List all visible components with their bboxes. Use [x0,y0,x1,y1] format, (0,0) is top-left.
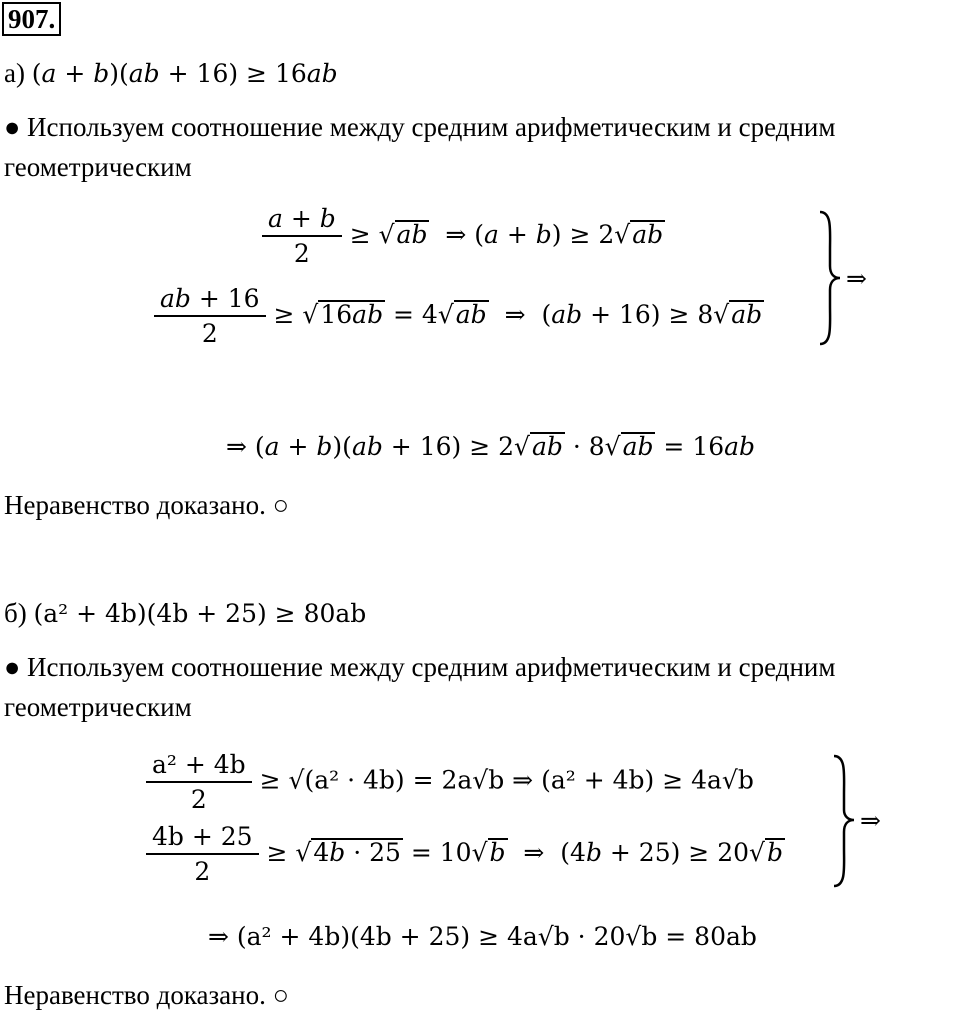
part-b-statement [4,598,366,629]
part-a-implies: ⇒ [846,264,867,293]
part-a-method-cont: геометрическим [4,152,192,182]
fraction-denominator: 2 [190,785,207,814]
fraction-numerator: ab + 16 [154,284,266,317]
part-b-line-2 [146,822,785,886]
part-b-line-2-rest: ≥ √4b · 25 = 10√b ⇒ (4b + 25) ≥ 20√b [266,837,783,867]
fraction-denominator: 2 [293,239,310,268]
part-b-line-1-rest: ≥ √(a² · 4b) = 2a√b ⇒ (a² + 4b) ≥ 4a√b [259,765,754,795]
part-b-method-cont: геометрическим [4,692,192,722]
part-a-line-2-fraction [154,284,266,348]
part-a-statement [4,58,338,89]
part-a-conclusion: Неравенство доказано. ○ [4,490,289,520]
fraction-numerator: a + b [262,204,342,237]
part-b-line-1-fraction [146,750,252,814]
part-a-line-1-fraction [262,204,342,268]
part-a-line-1 [262,204,665,268]
part-b-inequality: (a² + 4b)(4b + 25) ≥ 80ab [33,599,367,628]
fraction-numerator: a² + 4b [146,750,252,783]
fraction-numerator: 4b + 25 [146,822,259,855]
part-a-result: ⇒ (a + b)(ab + 16) ≥ 2√ab · 8√ab = 16ab [226,432,756,461]
part-a-line-1-rest: ≥ √ab ⇒ (a + b) ≥ 2√ab [349,219,664,249]
fraction-denominator: 2 [201,319,218,348]
part-b-line-1 [146,750,754,814]
part-b-label: б) [4,598,27,628]
part-b-conclusion: Неравенство доказано. ○ [4,980,289,1010]
part-b-line-2-fraction [146,822,259,886]
part-b-brace [830,754,856,888]
part-a-line-2-rest: ≥ √16ab = 4√ab ⇒ (ab + 16) ≥ 8√ab [273,299,763,329]
part-b-method: ● Используем соотношение между средним арифметическим и средним [4,652,836,682]
part-a-line-2 [154,284,764,348]
part-a-brace [816,210,842,346]
part-a-method: ● Используем соотношение между средним арифметическим и средним [4,112,836,142]
part-b-result: ⇒ (a² + 4b)(4b + 25) ≥ 4a√b · 20√b = 80ab [208,922,757,951]
part-a-inequality: (a + b)(ab + 16) ≥ 16ab [31,59,338,88]
part-b-implies: ⇒ [860,806,881,835]
problem-number: 907. [2,2,61,36]
fraction-denominator: 2 [194,857,211,886]
part-a-label: а) [4,58,25,88]
